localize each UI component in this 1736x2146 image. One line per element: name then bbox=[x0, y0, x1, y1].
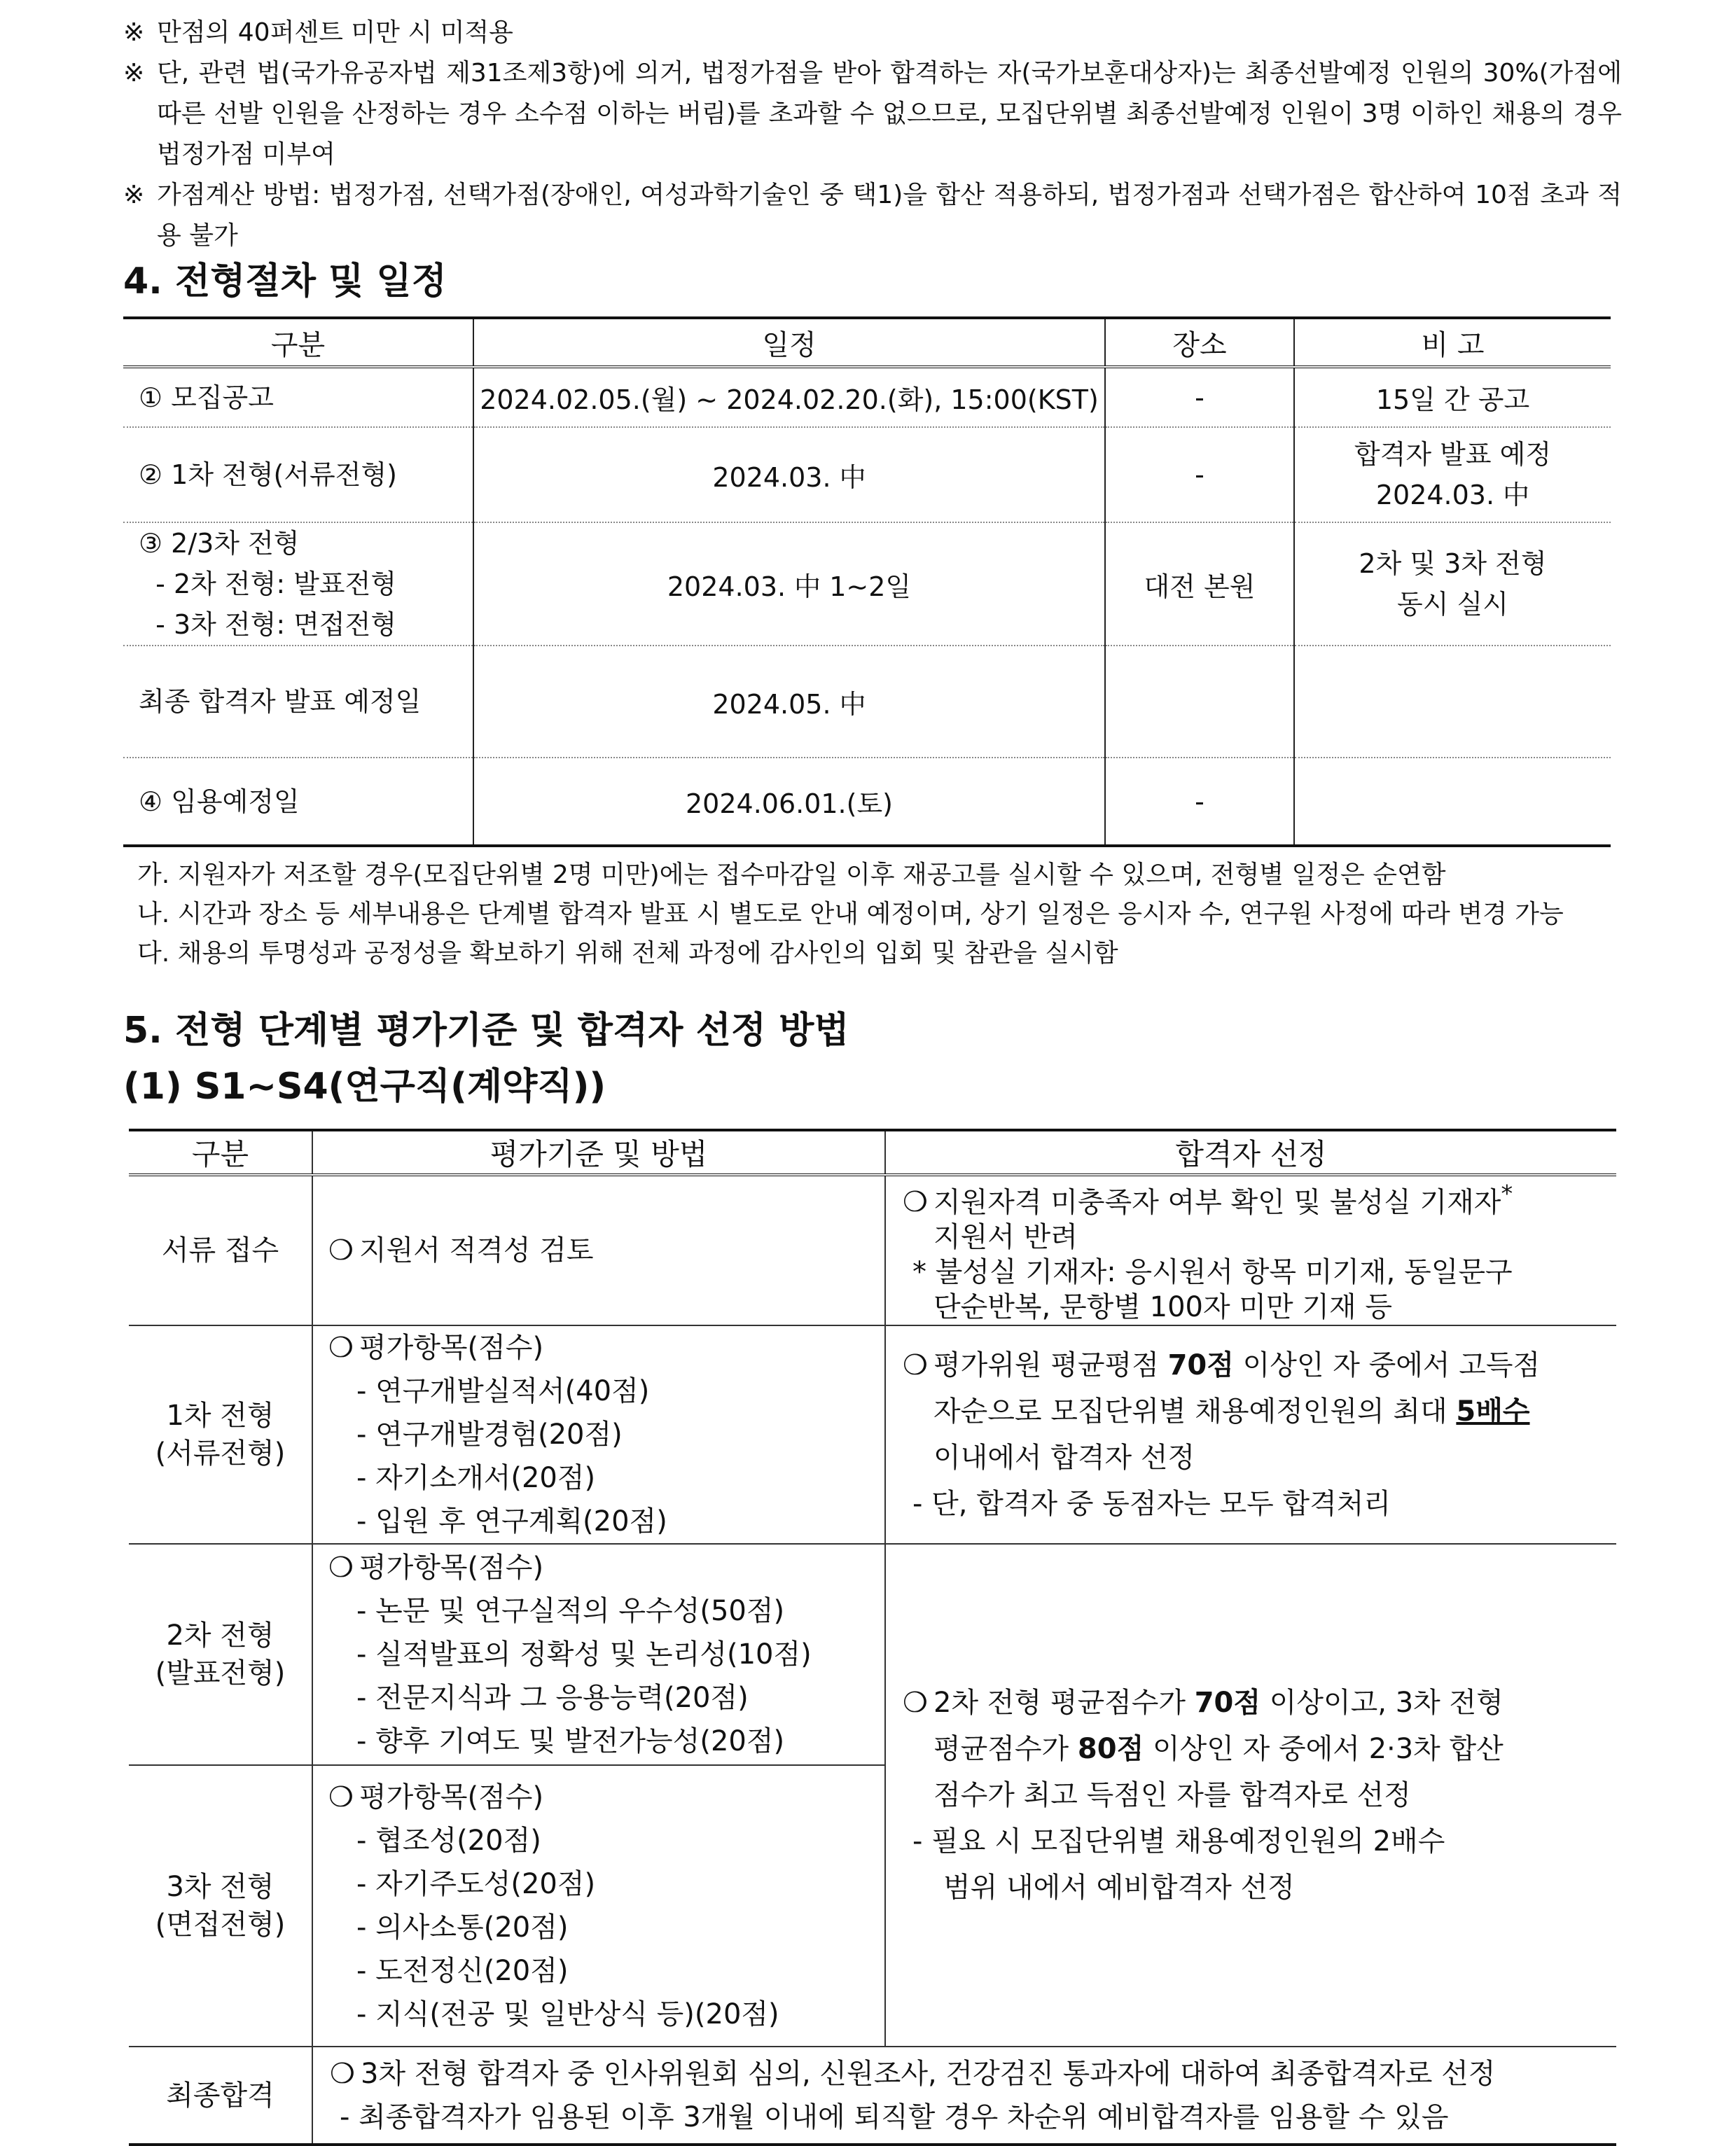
bullet-icon: ❍ bbox=[903, 1186, 928, 1219]
criteria-item: - 입원 후 연구계획(20점) bbox=[356, 1505, 667, 1538]
score-threshold: 80점 bbox=[1077, 1733, 1144, 1766]
selection-text: 평가위원 평균평점 bbox=[933, 1349, 1168, 1382]
evaluation-table bbox=[129, 1129, 1616, 2146]
stage-label-line: 1차 전형 bbox=[166, 1400, 275, 1433]
criteria-item: - 자기소개서(20점) bbox=[356, 1462, 596, 1495]
criteria-item: - 전문지식과 그 응용능력(20점) bbox=[356, 1682, 749, 1715]
row-note: 15일 간 공고 bbox=[1294, 367, 1611, 427]
criteria-item: - 연구개발경험(20점) bbox=[356, 1419, 623, 1451]
criteria-item: - 실적발표의 정확성 및 논리성(10점) bbox=[356, 1638, 812, 1671]
bullet-icon: ❍ bbox=[330, 2057, 355, 2090]
stage-label-line: (서류전형) bbox=[155, 1437, 286, 1470]
row-note-line: 2차 및 3차 전형 bbox=[1359, 548, 1547, 579]
stage-label bbox=[129, 1765, 312, 2047]
row-label: ① 모집공고 bbox=[123, 367, 473, 427]
note-item bbox=[123, 53, 1622, 175]
table-header-row bbox=[129, 1130, 1616, 1175]
stage-label-line: (면접전형) bbox=[155, 1909, 286, 1942]
score-threshold: 70점 bbox=[1167, 1349, 1234, 1382]
stage-label bbox=[129, 1325, 312, 1544]
section-4-title: 4. 전형절차 및 일정 bbox=[123, 260, 447, 302]
stage-label-line: 2차 전형 bbox=[166, 1619, 275, 1652]
selection-text: 이상이고, 3차 전형 bbox=[1261, 1687, 1504, 1720]
table-row bbox=[129, 2047, 1616, 2145]
selection-text: 이상인 자 중에서 고득점 bbox=[1233, 1349, 1541, 1382]
score-threshold: 70점 bbox=[1194, 1687, 1261, 1720]
row-label-line: ③ 2/3차 전형 bbox=[139, 528, 300, 559]
table-row bbox=[123, 758, 1611, 846]
schedule-note: 나. 시간과 장소 등 세부내용은 단계별 합격자 발표 시 별도로 안내 예정이며, 상기 일정은 응시자 수, 연구원 사정에 따라 변경 가능 bbox=[137, 900, 1564, 928]
row-label: 최종 합격자 발표 예정일 bbox=[123, 646, 473, 758]
section-5-subtitle: (1) S1~S4(연구직(계약직)) bbox=[123, 1066, 606, 1108]
row-label-line: - 2차 전형: 발표전형 bbox=[139, 569, 397, 599]
selection-line bbox=[903, 1342, 1599, 1388]
row-place: - bbox=[1105, 367, 1294, 427]
footnote-mark: * bbox=[1501, 1180, 1513, 1207]
final-selection bbox=[312, 2047, 1616, 2145]
bullet-icon: ❍ bbox=[903, 1687, 928, 1720]
selection-text: 평균점수가 bbox=[933, 1733, 1078, 1766]
stage-criteria bbox=[312, 1175, 885, 1325]
selection-line bbox=[903, 1726, 1599, 1772]
row-note-line: 동시 실시 bbox=[1397, 589, 1508, 620]
criteria-item: - 논문 및 연구실적의 우수성(50점) bbox=[356, 1595, 785, 1628]
stage-label-line: 3차 전형 bbox=[166, 1871, 275, 1904]
table-header-row bbox=[123, 318, 1611, 367]
row-place: - bbox=[1105, 427, 1294, 522]
bullet-icon: ❍ bbox=[328, 1781, 354, 1814]
row-place: - bbox=[1105, 758, 1294, 846]
column-header: 일정 bbox=[473, 318, 1105, 367]
selection-line bbox=[903, 1680, 1599, 1726]
criteria-head-text: 평가항목(점수) bbox=[359, 1552, 544, 1584]
column-header: 합격자 선정 bbox=[885, 1130, 1616, 1175]
column-header: 비 고 bbox=[1294, 318, 1611, 367]
bullet-icon: ❍ bbox=[328, 1552, 354, 1584]
notes-block bbox=[123, 13, 1622, 256]
note-text: 만점의 40퍼센트 미만 시 미적용 bbox=[157, 18, 513, 47]
criteria-item: - 협조성(20점) bbox=[356, 1825, 541, 1858]
stage-label-line: (발표전형) bbox=[155, 1657, 286, 1690]
stage-selection bbox=[885, 1325, 1616, 1544]
stage-selection bbox=[885, 1175, 1616, 1325]
table-row bbox=[123, 522, 1611, 646]
criteria-head-text: 평가항목(점수) bbox=[359, 1781, 544, 1814]
column-header: 장소 bbox=[1105, 318, 1294, 367]
row-date: 2024.03. 中 1~2일 bbox=[473, 522, 1105, 646]
table-row bbox=[129, 1175, 1616, 1325]
section-5-title: 5. 전형 단계별 평가기준 및 합격자 선정 방법 bbox=[123, 1010, 849, 1052]
selection-line: 단순반복, 문항별 100자 미만 기재 등 bbox=[933, 1291, 1392, 1324]
reference-mark: ※ bbox=[123, 181, 145, 209]
criteria-item: - 연구개발실적서(40점) bbox=[356, 1375, 650, 1408]
table-row bbox=[123, 367, 1611, 427]
row-note bbox=[1294, 427, 1611, 522]
criteria-item: - 향후 기여도 및 발전가능성(20점) bbox=[356, 1725, 785, 1758]
row-label bbox=[123, 522, 473, 646]
criteria-item: - 지식(전공 및 일반상식 등)(20점) bbox=[356, 1998, 779, 2031]
note-item bbox=[123, 13, 1622, 53]
table-row bbox=[129, 1544, 1616, 1765]
stage-label bbox=[129, 1544, 312, 1765]
criteria-head bbox=[328, 1776, 884, 1819]
row-note-line: 합격자 발표 예정 bbox=[1354, 439, 1552, 470]
row-note bbox=[1294, 522, 1611, 646]
column-header: 평가기준 및 방법 bbox=[312, 1130, 885, 1175]
row-date: 2024.02.05.(월) ~ 2024.02.20.(화), 15:00(KST) bbox=[473, 367, 1105, 427]
row-date: 2024.06.01.(토) bbox=[473, 758, 1105, 846]
criteria-head bbox=[328, 1546, 884, 1589]
row-note bbox=[1294, 646, 1611, 758]
reference-mark: ※ bbox=[123, 18, 145, 47]
row-label: ② 1차 전형(서류전형) bbox=[123, 427, 473, 522]
row-place: 대전 본원 bbox=[1105, 522, 1294, 646]
selection-line: 이내에서 합격자 선정 bbox=[933, 1442, 1195, 1475]
selection-text: 이상인 자 중에서 2·3차 합산 bbox=[1144, 1733, 1504, 1766]
reference-mark: ※ bbox=[123, 59, 145, 88]
column-header: 구분 bbox=[129, 1130, 312, 1175]
criteria-head-text: 평가항목(점수) bbox=[359, 1332, 544, 1365]
schedule-table bbox=[123, 316, 1611, 847]
row-note-line: 2024.03. 中 bbox=[1375, 480, 1530, 510]
table-row bbox=[129, 1325, 1616, 1544]
criteria-item: - 도전정신(20점) bbox=[356, 1955, 569, 1988]
selection-line: 점수가 최고 득점인 자를 합격자로 선정 bbox=[933, 1779, 1411, 1812]
criteria-head bbox=[328, 1326, 884, 1370]
selection-line: * 불성실 기재자: 응시원서 항목 미기재, 동일문구 bbox=[912, 1256, 1513, 1289]
note-item bbox=[123, 175, 1622, 256]
stage-label: 서류 접수 bbox=[129, 1175, 312, 1325]
row-note bbox=[1294, 758, 1611, 846]
bullet-icon: ❍ bbox=[328, 1234, 354, 1267]
stage-label: 최종합격 bbox=[129, 2047, 312, 2145]
selection-line: - 단, 합격자 중 동점자는 모두 합격처리 bbox=[912, 1488, 1391, 1521]
stage-selection bbox=[885, 1544, 1616, 2047]
row-label-line: - 3차 전형: 면접전형 bbox=[139, 609, 397, 640]
criteria-item: - 의사소통(20점) bbox=[356, 1911, 569, 1944]
selection-line: 지원서 반려 bbox=[933, 1221, 1078, 1254]
final-text: 3차 전형 합격자 중 인사위원회 심의, 신원조사, 건강검진 통과자에 대하여 최종합격자로 선정 bbox=[361, 2057, 1496, 2090]
schedule-note: 가. 지원자가 저조할 경우(모집단위별 2명 미만)에는 접수마감일 이후 재공고를 실시할 수 있으며, 전형별 일정은 순연함 bbox=[137, 861, 1446, 889]
selection-line bbox=[903, 1176, 1599, 1220]
row-date: 2024.03. 中 bbox=[473, 427, 1105, 522]
note-text: 가점계산 방법: 법정가점, 선택가점(장애인, 여성과학기술인 중 택1)을 합산 적용하되, 법정가점과 선택가점은 합산하여 10점 초과 적용 불가 bbox=[157, 181, 1622, 250]
criteria-text: 지원서 적격성 검토 bbox=[359, 1234, 594, 1267]
selection-line: - 필요 시 모집단위별 채용예정인원의 2배수 bbox=[912, 1825, 1445, 1858]
column-header: 구분 bbox=[123, 318, 473, 367]
selection-text: 2차 전형 평균점수가 bbox=[933, 1687, 1195, 1720]
stage-criteria bbox=[312, 1544, 885, 1765]
selection-line: 범위 내에서 예비합격자 선정 bbox=[943, 1872, 1295, 1904]
table-row bbox=[123, 646, 1611, 758]
final-line bbox=[330, 2052, 1616, 2096]
row-date: 2024.05. 中 bbox=[473, 646, 1105, 758]
final-line: - 최종합격자가 임용된 이후 3개월 이내에 퇴직할 경우 차순위 예비합격자를 임용할 수 있음 bbox=[340, 2100, 1449, 2133]
criteria-item: - 자기주도성(20점) bbox=[356, 1868, 596, 1901]
multiple-threshold: 5배수 bbox=[1456, 1395, 1530, 1428]
note-text: 단, 관련 법(국가유공자법 제31조제3항)에 의거, 법정가점을 받아 합격하는 자(국가보훈대상자)는 최종선발예정 인원의 30%(가점에 따른 선발 인원을 산정하는 경우 소수점 이하는 버림)를 초과할 수 없으므로, 모집단위별 최종선발예정 인원이 3명 이하인 채용의 경우 법정가점 미부여 bbox=[157, 59, 1622, 169]
stage-criteria bbox=[312, 1325, 885, 1544]
selection-text: 지원자격 미충족자 여부 확인 및 불성실 기재자 bbox=[933, 1186, 1501, 1219]
schedule-note: 다. 채용의 투명성과 공정성을 확보하기 위해 전체 과정에 감사인의 입회 및 참관을 실시함 bbox=[137, 939, 1118, 968]
selection-line bbox=[903, 1388, 1599, 1435]
schedule-notes bbox=[137, 856, 1629, 973]
row-label: ④ 임용예정일 bbox=[123, 758, 473, 846]
bullet-icon: ❍ bbox=[328, 1332, 354, 1365]
row-place bbox=[1105, 646, 1294, 758]
selection-text: 자순으로 모집단위별 채용예정인원의 최대 bbox=[933, 1395, 1457, 1428]
bullet-icon: ❍ bbox=[903, 1349, 928, 1382]
table-row bbox=[123, 427, 1611, 522]
stage-criteria bbox=[312, 1765, 885, 2047]
